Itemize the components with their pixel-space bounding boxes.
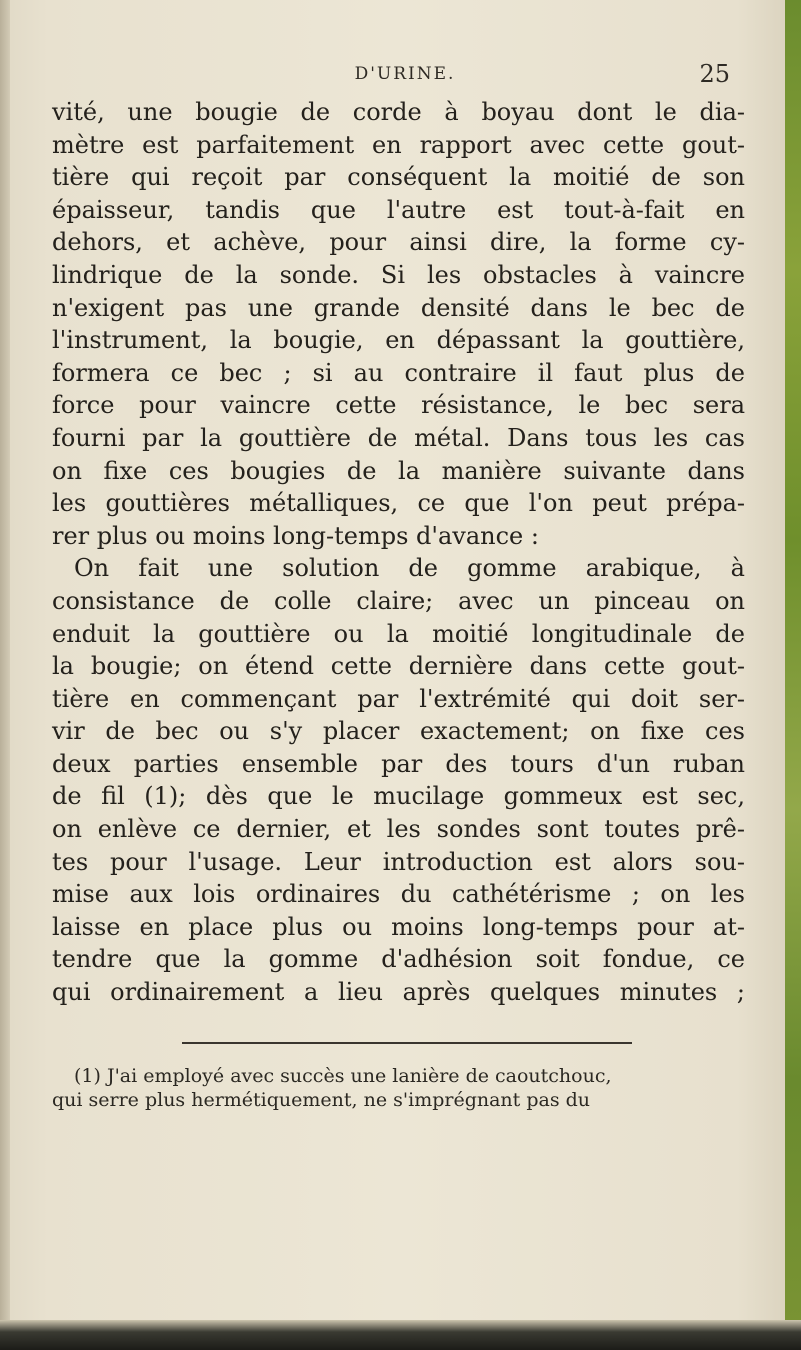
body-line: qui ordinairement a lieu après quelques minutes ; (52, 978, 745, 1007)
body-line: enduit la gouttière ou la moitié longitudinale de (52, 619, 745, 648)
body-line: tes pour l'usage. Leur introduction est alors sou- (52, 847, 745, 876)
body-line: lindrique de la sonde. Si les obstacles à vaincre (52, 260, 745, 289)
body-line: dehors, et achève, pour ainsi dire, la forme cy- (52, 228, 745, 257)
body-line: mise aux lois ordinaires du cathétérisme ; on les (52, 880, 745, 909)
body-text (52, 96, 745, 1009)
body-line: consistance de colle claire; avec un pinceau on (52, 586, 745, 615)
body-line: tière qui reçoit par conséquent la moitié de son (52, 163, 745, 192)
footnote-rule (182, 1042, 632, 1044)
page-bottom-edge (0, 1320, 801, 1350)
body-line: mètre est parfaitement en rapport avec cette gout- (52, 130, 745, 159)
body-line: formera ce bec ; si au contraire il faut plus de (52, 358, 745, 387)
footnote-line: qui serre plus hermétiquement, ne s'imprégnant pas du (52, 1089, 591, 1111)
body-line: on enlève ce dernier, et les sondes sont toutes prê- (52, 815, 745, 844)
page-left-edge (0, 0, 10, 1350)
body-line: l'instrument, la bougie, en dépassant la gouttière, (52, 326, 745, 355)
body-line: rer plus ou moins long-temps d'avance : (52, 521, 539, 550)
body-line: On fait une solution de gomme arabique, à (74, 554, 745, 583)
book-cover-edge (785, 0, 801, 1350)
body-line: tendre que la gomme d'adhésion soit fondue, ce (52, 945, 745, 974)
body-line: force pour vaincre cette résistance, le bec sera (52, 391, 745, 420)
body-line: n'exigent pas une grande densité dans le bec de (52, 293, 745, 322)
body-line: tière en commençant par l'extrémité qui doit ser- (52, 684, 745, 713)
body-line: vir de bec ou s'y placer exactement; on fixe ces (52, 717, 745, 746)
body-line: deux parties ensemble par des tours d'un ruban (52, 749, 745, 778)
body-line: de fil (1); dès que le mucilage gommeux est sec, (52, 782, 745, 811)
running-head (60, 60, 750, 96)
running-head-title: D'URINE. (354, 64, 456, 84)
body-line: fourni par la gouttière de métal. Dans tous les cas (52, 423, 745, 452)
footnote (52, 1064, 745, 1112)
body-line: épaisseur, tandis que l'autre est tout-à-fait en (52, 195, 745, 224)
page-number: 25 (699, 60, 730, 88)
body-line: on fixe ces bougies de la manière suivante dans (52, 456, 745, 485)
body-line: la bougie; on étend cette dernière dans cette gout- (52, 652, 745, 681)
body-line: les gouttières métalliques, ce que l'on peut prépa- (52, 489, 745, 518)
body-line: vité, une bougie de corde à boyau dont le dia- (52, 98, 745, 126)
footnote-line: (1) J'ai employé avec succès une lanière de caoutchouc, (74, 1065, 612, 1087)
body-line: laisse en place plus ou moins long-temps pour at- (52, 912, 745, 941)
